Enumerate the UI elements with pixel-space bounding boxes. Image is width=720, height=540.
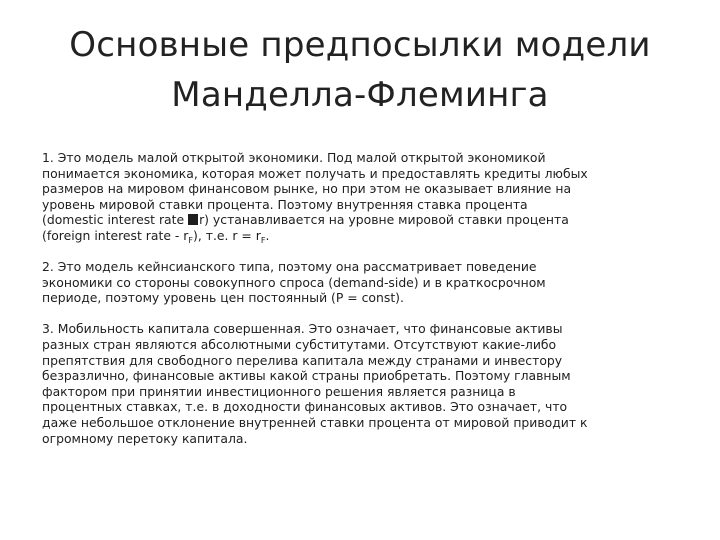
paragraph-1 — [42, 150, 692, 244]
paragraph-line: огромному перетоку капитала. — [42, 430, 248, 446]
line-text: . — [265, 227, 270, 243]
line-text: (domestic interest rate — [42, 212, 189, 228]
paragraph-line: разных стран являются абсолютными субститутами. Отсутствуют какие-либо — [42, 336, 557, 352]
paragraph-line: 1. Это модель малой открытой экономики. Под малой открытой экономикой — [42, 150, 546, 165]
paragraph-line: размеров на мировом финансовом рынке, но при этом не оказывает влияние на — [42, 181, 572, 197]
title-line-1: Основные предпосылки модели — [69, 25, 651, 65]
line-text: ), т.е. r = r — [193, 227, 261, 243]
title-line-2: Манделла-Флеминга — [171, 75, 549, 115]
paragraph-2 — [42, 259, 692, 306]
slide-body — [42, 150, 692, 446]
paragraph-line: фактором при принятии инвестиционного решения является разница в — [42, 383, 516, 399]
missing-glyph-icon — [188, 214, 198, 225]
subscript: F — [188, 235, 194, 245]
paragraph-line: экономики со стороны совокупного спроса (demand-side) и в краткосрочном — [42, 274, 546, 290]
line-text: (foreign interest rate - r — [42, 227, 189, 243]
paragraph-line: уровень мировой ставки процента. Поэтому внутренняя ставка процента — [42, 196, 528, 212]
paragraph-line: препятствия для свободного перелива капитала между странами и инвестору — [42, 352, 563, 368]
subscript: F — [260, 235, 266, 245]
slide-title — [40, 20, 680, 120]
paragraph-line: безразлично, финансовые активы какой страны приобретать. Поэтому главным — [42, 368, 571, 384]
paragraph-3 — [42, 321, 692, 446]
paragraph-line — [42, 212, 692, 228]
paragraph-line: понимается экономика, которая может получать и предоставлять кредиты любых — [42, 165, 588, 181]
paragraph-line: 3. Мобильность капитала совершенная. Это означает, что финансовые активы — [42, 321, 563, 337]
line-text: r) устанавливается на уровне мировой ставки процента — [199, 212, 569, 228]
paragraph-line: даже небольшое отклонение внутренней ставки процента от мировой приводит к — [42, 414, 588, 430]
paragraph-line — [42, 228, 692, 244]
paragraph-line: 2. Это модель кейнсианского типа, поэтому она рассматривает поведение — [42, 259, 537, 275]
paragraph-line: процентных ставках, т.е. в доходности финансовых активов. Это означает, что — [42, 399, 568, 415]
paragraph-line: периоде, поэтому уровень цен постоянный (P = const). — [42, 290, 404, 306]
